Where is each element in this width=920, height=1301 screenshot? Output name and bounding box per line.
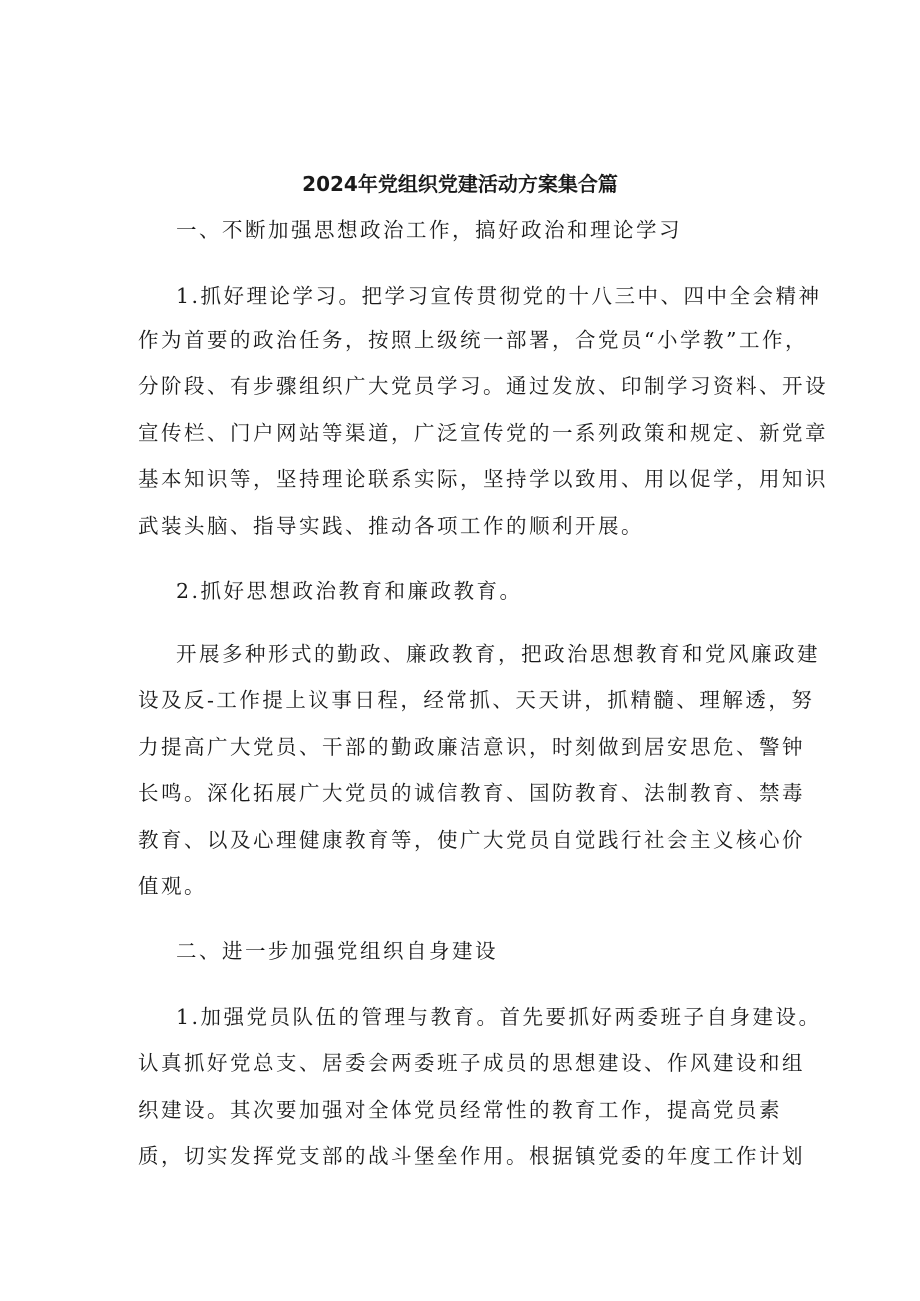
paragraph-line: 分阶段、有步骤组织广大党员学习。通过发放、印制学习资料、开设 <box>138 374 828 398</box>
paragraph-line: 力提高广大党员、干部的勤政廉洁意识，时刻做到居安思危、警钟 <box>138 735 805 759</box>
paragraph-line: 认真抓好党总支、居委会两委班子成员的思想建设、作风建设和组 <box>138 1051 805 1075</box>
paragraph-line: 质，切实发挥党支部的战斗堡垒作用。根据镇党委的年度工作计划 <box>138 1144 805 1168</box>
paragraph-line: 织建设。其次要加强对全体党员经常性的教育工作，提高党员素 <box>138 1098 782 1122</box>
paragraph-line: 作为首要的政治任务，按照上级统一部署，合党员“小学教”工作， <box>138 328 808 352</box>
section-heading-2: 二、进一步加强党组织自身建设 <box>176 939 498 963</box>
document-title: 2024年党组织党建活动方案集合篇 <box>302 172 618 196</box>
paragraph-line: 基本知识等，坚持理论联系实际，坚持学以致用、用以促学，用知识 <box>138 467 828 491</box>
paragraph-line: 设及反-工作提上议事日程，经常抓、天天讲，抓精髓、理解透，努 <box>138 688 815 712</box>
paragraph-line: 开展多种形式的勤政、廉政教育，把政治思想教育和党风廉政建 <box>176 642 820 666</box>
subsection-heading: 2.抓好思想政治教育和廉政教育。 <box>176 579 523 603</box>
paragraph-line: 1.抓好理论学习。把学习宣传贯彻党的十八三中、四中全会精神 <box>176 284 822 308</box>
paragraph-line: 值观。 <box>138 874 207 898</box>
paragraph-line: 武装头脑、指导实践、推动各项工作的顺利开展。 <box>138 514 644 538</box>
paragraph-line: 长鸣。深化拓展广大党员的诚信教育、国防教育、法制教育、禁毒 <box>138 781 805 805</box>
paragraph-line: 教育、以及心理健康教育等，使广大党员自觉践行社会主义核心价 <box>138 828 805 852</box>
paragraph-line: 1.加强党员队伍的管理与教育。首先要抓好两委班子自身建设。 <box>176 1005 822 1029</box>
section-heading-1: 一、不断加强思想政治工作，搞好政治和理论学习 <box>176 218 682 242</box>
paragraph-line: 宣传栏、门户网站等渠道，广泛宣传党的一系列政策和规定、新党章 <box>138 421 828 445</box>
